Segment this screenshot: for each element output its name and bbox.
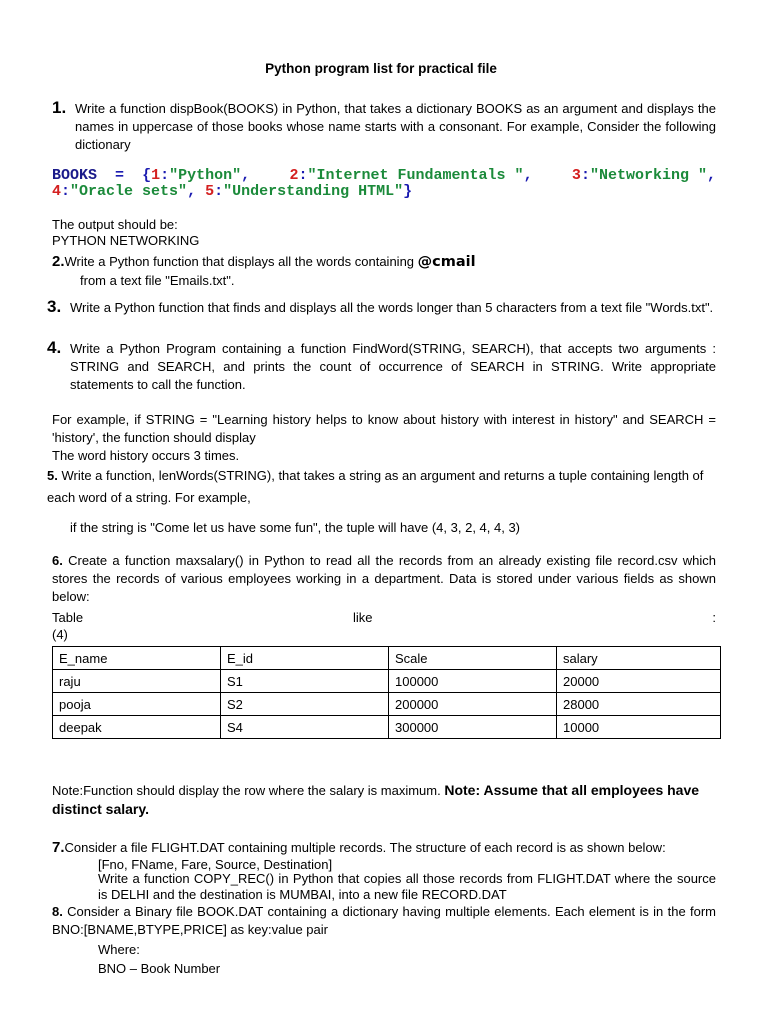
- q4-text: Write a Python Program containing a function FindWord(STRING, SEARCH), that accepts two arguments : STRING and SEARCH, and prints the count of occurrence of SEARCH in STRING. Write appropriate statements to call the function.: [70, 341, 716, 392]
- code-var: BOOKS: [52, 167, 98, 184]
- q5-text: Write a function, lenWords(STRING), that takes a string as an argument and returns a tuple containing length of each word of a string. For example,: [47, 468, 704, 505]
- page-title: Python program list for practical file: [265, 61, 497, 76]
- table-row: [53, 670, 721, 693]
- q8-where: Where:: [98, 942, 140, 957]
- code-key-2: 2: [289, 167, 299, 184]
- table-header-row: [53, 647, 721, 670]
- code-key-3: 3: [571, 167, 581, 184]
- code-close-brace: }: [403, 183, 413, 200]
- q8-number: 8.: [52, 904, 63, 919]
- q7-structure: [Fno, FName, Fare, Source, Destination]: [98, 857, 333, 872]
- q8-text-block: [52, 903, 716, 939]
- code-value-2: "Internet Fundamentals ": [307, 167, 524, 184]
- table-cell: 20000: [557, 670, 721, 693]
- q6-marks: (4): [52, 627, 68, 642]
- q3-number: 3.: [47, 297, 62, 316]
- q6-table-caption: [52, 609, 716, 627]
- q6-text: Create a function maxsalary() in Python to read all the records from an already existing file record.csv which stores the records of various employees working in a department. Data is stored under various fields as shown below:: [52, 553, 716, 604]
- table-cell: 10000: [557, 716, 721, 739]
- code-value-4: "Oracle sets": [70, 183, 188, 200]
- books-dictionary-code: BOOKS = {1:"Python", 2:"Internet Fundamentals ", 3:"Networking ", 4:"Oracle sets", 5:"Understanding HTML"}: [52, 167, 716, 200]
- table-cell: S2: [221, 693, 389, 716]
- code-value-3: "Networking ": [589, 167, 707, 184]
- q7-task: Write a function COPY_REC() in Python that copies all those records from FLIGHT.DAT where the source is DELHI and the destination is MUMBAI, into a new file RECORD.DAT: [98, 871, 716, 902]
- q2-text2: from a text file "Emails.txt".: [80, 273, 235, 288]
- table-row: [53, 716, 721, 739]
- q7-number: 7.: [52, 839, 65, 856]
- q4-result: The word history occurs 3 times.: [52, 448, 240, 463]
- employee-table: [52, 646, 721, 739]
- q7-line: [52, 839, 716, 857]
- q6-text-block: [52, 552, 716, 606]
- table-cell: S4: [221, 716, 389, 739]
- q1-number: 1.: [52, 98, 67, 117]
- q5-number: 5.: [47, 468, 58, 483]
- q6-number: 6.: [52, 553, 63, 568]
- q6-note: Note:Function should display the row where the salary is maximum.: [52, 783, 441, 798]
- table-header-cell: salary: [557, 647, 721, 670]
- table-cell: 28000: [557, 693, 721, 716]
- q7-text: Consider a file FLIGHT.DAT containing multiple records. The structure of each record is as shown below:: [64, 840, 666, 855]
- q8-bno: BNO – Book Number: [98, 961, 221, 976]
- table-header-cell: Scale: [389, 647, 557, 670]
- table-header-cell: E_name: [53, 647, 221, 670]
- q1-text: Write a function dispBook(BOOKS) in Python, that takes a dictionary BOOKS as an argument and displays the names in uppercase of those books whose name starts with a consonant. For example, Consider the following dictionary: [75, 101, 716, 152]
- q8-text: Consider a Binary file BOOK.DAT containing a dictionary having multiple elements. Each element is in the form BNO:[BNAME,BTYPE,PRICE] as key:value pair: [52, 904, 716, 937]
- table-cell: 200000: [389, 693, 557, 716]
- code-eq: =: [115, 167, 125, 184]
- q2-number: 2.: [52, 253, 65, 270]
- code-key-1: 1: [151, 167, 161, 184]
- q6-table-label-c: :: [712, 610, 716, 625]
- table-cell: 100000: [389, 670, 557, 693]
- q6-note-bold: Note: Assume that all employees have distinct salary.: [52, 782, 700, 817]
- code-value-1: "Python": [169, 167, 242, 184]
- q6-table-label-a: Table: [52, 610, 84, 625]
- q2-line: [52, 253, 476, 271]
- table-cell: S1: [221, 670, 389, 693]
- q4-example: For example, if STRING = "Learning history helps to know about history with interest in history" and SEARCH = 'history', the function should display: [52, 412, 716, 445]
- table-row: [53, 693, 721, 716]
- code-value-5: "Understanding HTML": [223, 183, 404, 200]
- q5-example: if the string is "Come let us have some fun", the tuple will have (4, 3, 2, 4, 4, 3): [70, 520, 521, 535]
- table-cell: pooja: [53, 693, 221, 716]
- q5-text-block: [47, 465, 716, 509]
- table-header-cell: E_id: [221, 647, 389, 670]
- code-open-brace: {: [142, 167, 152, 184]
- q6-table-label-b: like: [352, 610, 373, 625]
- table-cell: deepak: [53, 716, 221, 739]
- q3-text: Write a Python function that finds and displays all the words longer than 5 characters from a text file "Words.txt".: [70, 300, 714, 315]
- q2-text: Write a Python function that displays all the words containing: [64, 254, 415, 269]
- q2-highlight: @cmail: [417, 254, 476, 270]
- q4-number: 4.: [47, 338, 62, 357]
- q1-output: PYTHON NETWORKING: [52, 233, 200, 248]
- table-cell: 300000: [389, 716, 557, 739]
- q6-note-block: [52, 781, 716, 819]
- table-cell: raju: [53, 670, 221, 693]
- q1-output-label: The output should be:: [52, 217, 178, 232]
- code-key-4: 4: [52, 183, 62, 200]
- code-key-5: 5: [205, 183, 215, 200]
